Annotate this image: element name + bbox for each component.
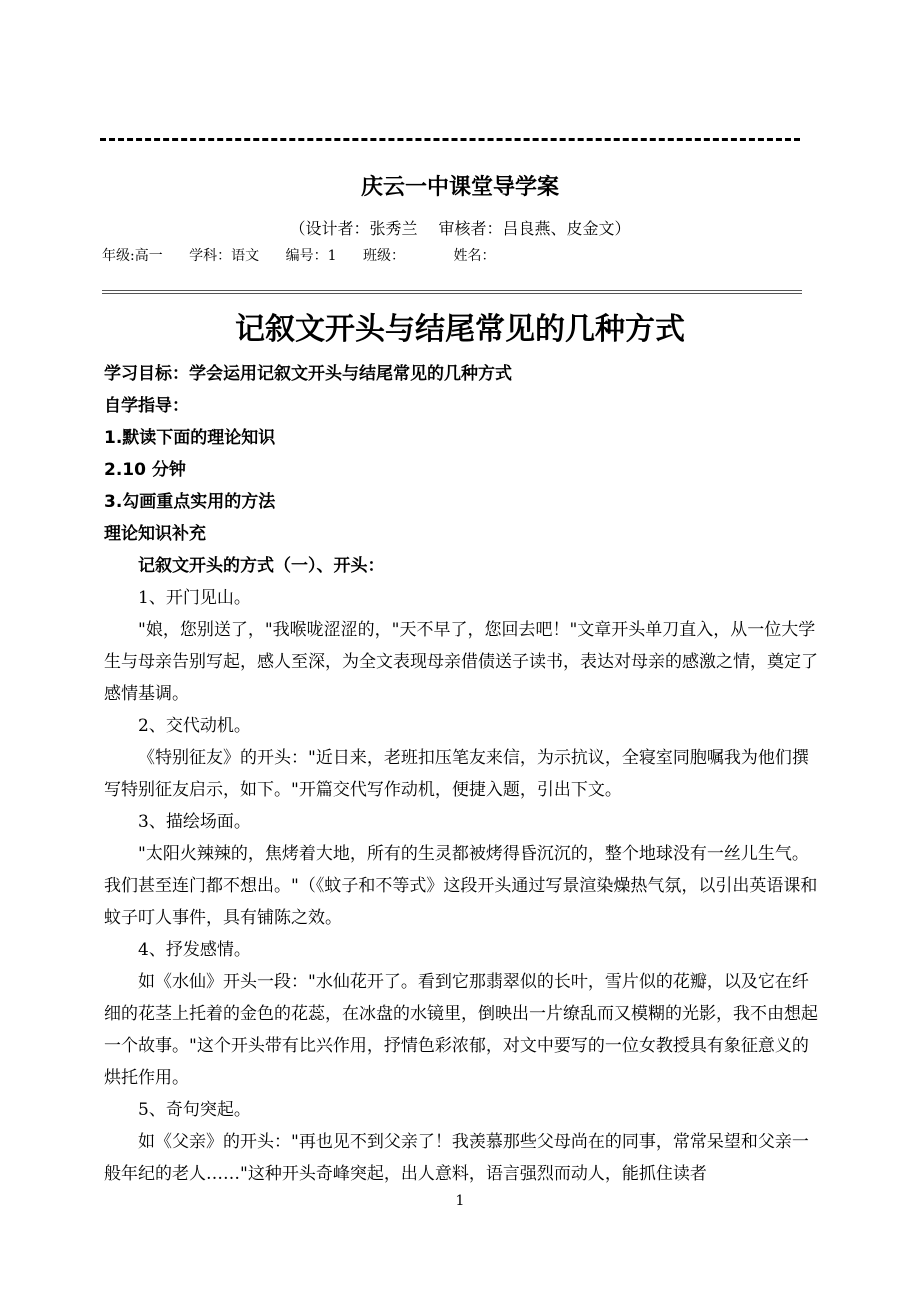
- meta-line: [102, 245, 517, 265]
- number-field: 编号：1: [285, 248, 337, 264]
- guidance-step: 1.默读下面的理论知识: [104, 428, 276, 448]
- double-rule: [102, 290, 802, 294]
- page-number: 1: [455, 1193, 465, 1209]
- authors-line: （设计者：张秀兰 审核者：吕良燕、皮金文）: [289, 219, 631, 238]
- section-heading: 记叙文开头的方式（一）、开头：: [138, 556, 385, 576]
- item-label: 3、描绘场面。: [138, 812, 251, 832]
- grade-field: 年级:高一: [102, 248, 163, 264]
- class-field: 班级：: [363, 248, 405, 264]
- item-text: 《特别征友》的开头："近日来，老班扣压笔友来信，为示抗议，全寝室同胞嘱我为他们撰写特别征友启示，如下。"开篇交代写作动机，便捷入题，引出下文。: [104, 748, 809, 800]
- item-label: 4、抒发感情。: [138, 940, 251, 960]
- school-title: 庆云一中课堂导学案: [360, 175, 559, 200]
- dashed-rule: [100, 138, 800, 141]
- document-body: [104, 358, 820, 1190]
- subject-field: 学科：语文: [189, 248, 260, 264]
- item-text: 如《父亲》的开头："再也见不到父亲了！我羡慕那些父母尚在的同事，常常呆望和父亲一般年纪的老人……"这种开头奇峰突起，出人意料，语言强烈而动人，能抓住读者: [104, 1132, 809, 1184]
- item-label: 2、交代动机。: [138, 716, 251, 736]
- item-text: "娘，您别送了，"我喉咙涩涩的，"天不早了，您回去吧！"文章开头单刀直入，从一位大学生与母亲告别写起，感人至深，为全文表现母亲借债送子读书，表达对母亲的感激之情，奠定了感情基调。: [104, 620, 818, 704]
- main-title: 记叙文开头与结尾常见的几种方式: [235, 312, 685, 347]
- objectives: 学习目标：学会运用记叙文开头与结尾常见的几种方式: [104, 364, 512, 384]
- guidance-heading: 自学指导：: [104, 396, 189, 416]
- item-label: 5、奇句突起。: [138, 1100, 251, 1120]
- guidance-step: 2.10 分钟: [104, 460, 186, 480]
- name-field: 姓名：: [453, 248, 496, 264]
- guidance-step: 3.勾画重点实用的方法: [104, 492, 276, 512]
- item-text: 如《水仙》开头一段："水仙花开了。看到它那翡翠似的长叶，雪片似的花瓣，以及它在纤细的花茎上托着的金色的花蕊，在冰盘的水镜里，倒映出一片缭乱而又模糊的光影，我不由想起一个故事。"这个开头带有比兴作用，抒情色彩浓郁，对文中要写的一位女教授具有象征意义的烘托作用。: [104, 972, 818, 1088]
- theory-heading: 理论知识补充: [104, 524, 206, 544]
- item-text: "太阳火辣辣的，焦烤着大地，所有的生灵都被烤得昏沉沉的，整个地球没有一丝儿生气。我们甚至连门都不想出。"（《蚊子和不等式》这段开头通过写景渲染燥热气氛，以引出英语课和蚊子叮人事件，具有铺陈之效。: [104, 844, 818, 928]
- item-label: 1、开门见山。: [138, 588, 251, 608]
